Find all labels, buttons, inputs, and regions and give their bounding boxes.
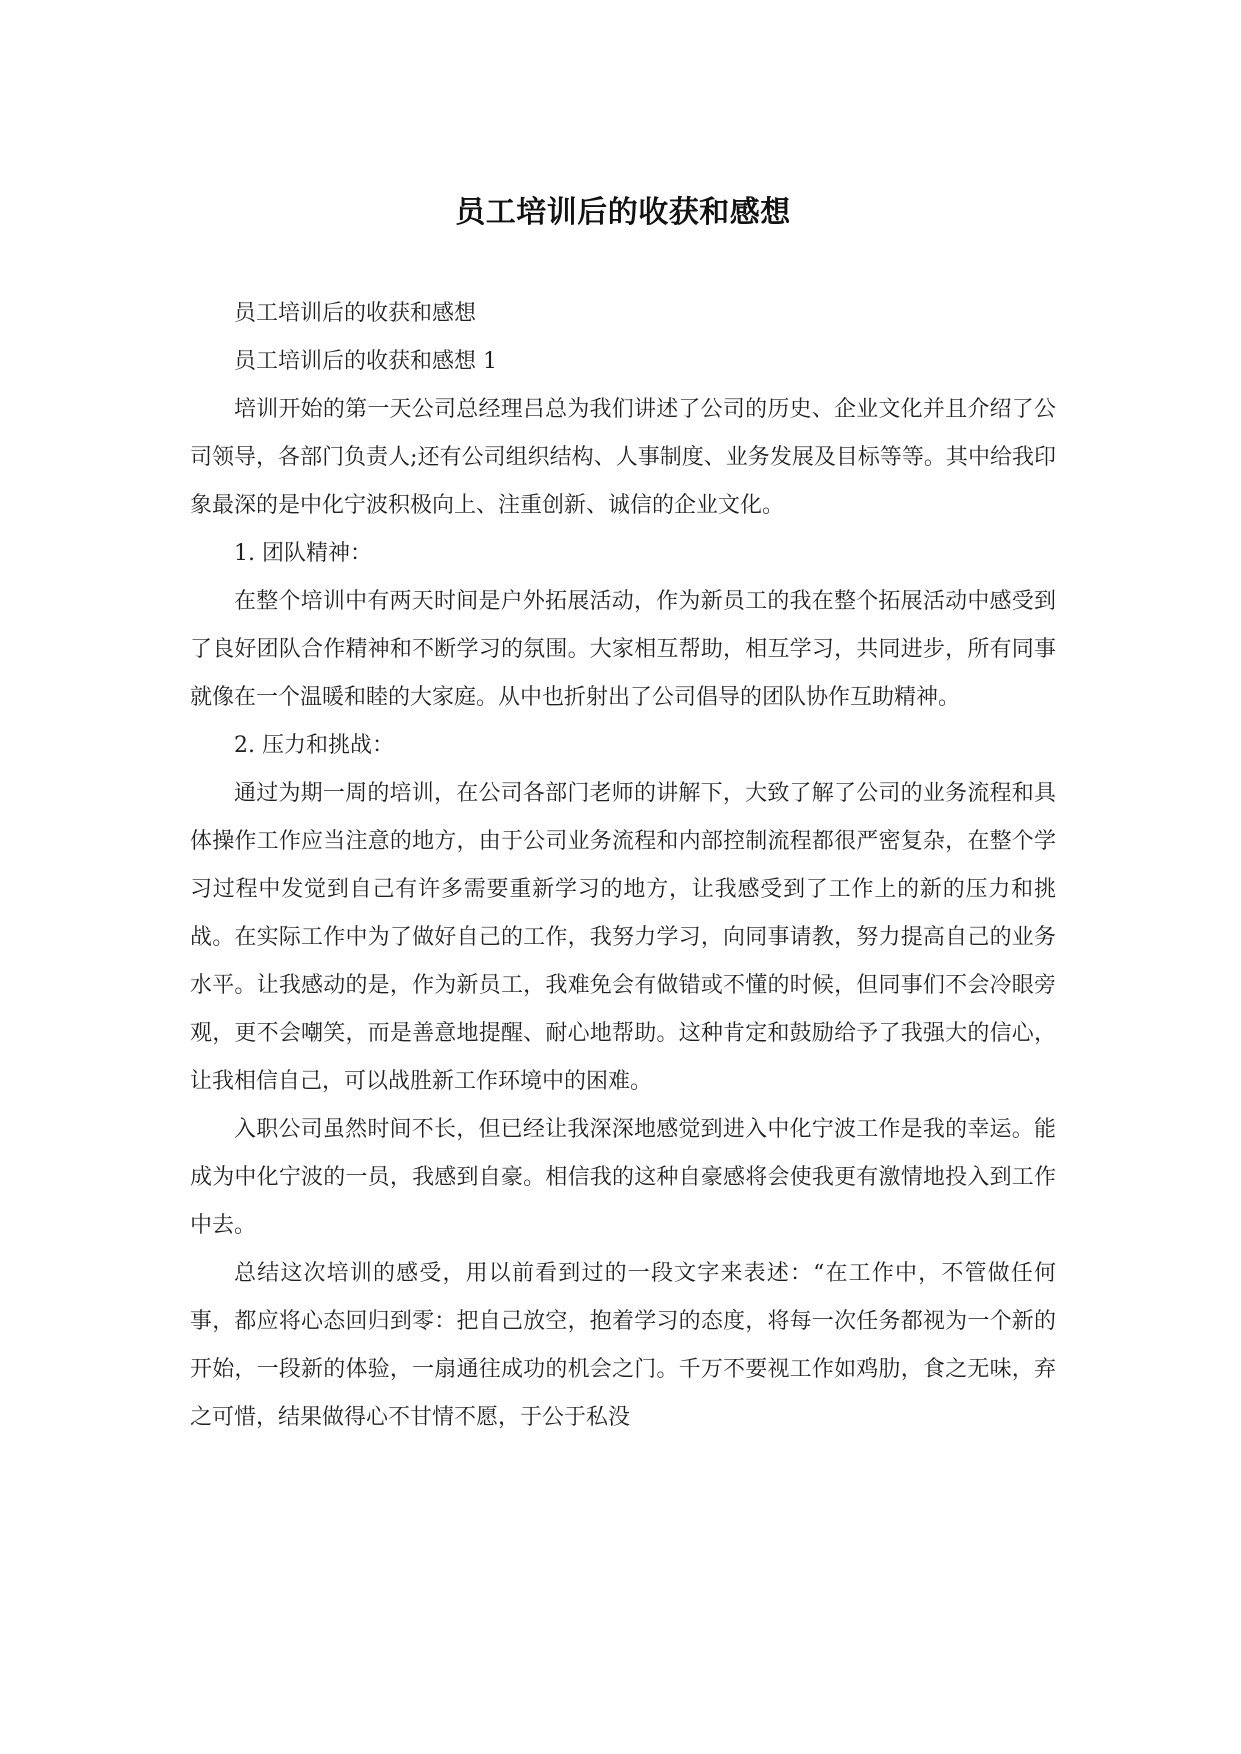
paragraph-pressure: 通过为期一周的培训，在公司各部门老师的讲解下，大致了解了公司的业务流程和具体操作工作应当注意的地方，由于公司业务流程和内部控制流程都很严密复杂，在整个学习过程中发觉到自己有许多需要重新学习的地方，让我感受到了工作上的新的压力和挑战。在实际工作中为了做好自己的工作，我努力学习，向同事请教，努力提高自己的业务水平。让我感动的是，作为新员工，我难免会有做错或不懂的时候，但同事们不会冷眼旁观，更不会嘲笑，而是善意地提醒、耐心地帮助。这种肯定和鼓励给予了我强大的信心，让我相信自己，可以战胜新工作环境中的困难。 xyxy=(190,781,1056,1094)
paragraph-heading-pressure: 2. 压力和挑战： xyxy=(234,733,394,758)
document-title: 员工培训后的收获和感想 xyxy=(455,195,791,230)
document-body xyxy=(190,290,1056,1442)
paragraph-heading-team-spirit: 1. 团队精神： xyxy=(234,541,372,566)
paragraph-subtitle: 员工培训后的收获和感想 xyxy=(234,301,477,326)
paragraph-summary: 总结这次培训的感受，用以前看到过的一段文字来表述：“在工作中，不管做任何事，都应将心态回归到零：把自己放空，抱着学习的态度，将每一次任务都视为一个新的开始，一段新的体验，一扇通往成功的机会之门。千万不要视工作如鸡肋，食之无味，弃之可惜，结果做得心不甘情不愿，于公于私没 xyxy=(190,1261,1056,1430)
paragraph-intro: 培训开始的第一天公司总经理吕总为我们讲述了公司的历史、企业文化并且介绍了公司领导，各部门负责人;还有公司组织结构、人事制度、业务发展及目标等等。其中给我印象最深的是中化宁波积极向上、注重创新、诚信的企业文化。 xyxy=(190,397,1056,518)
paragraph-section-heading: 员工培训后的收获和感想 1 xyxy=(234,349,497,374)
paragraph-team-spirit: 在整个培训中有两天时间是户外拓展活动，作为新员工的我在整个拓展活动中感受到了良好团队合作精神和不断学习的氛围。大家相互帮助，相互学习，共同进步，所有同事就像在一个温暖和睦的大家庭。从中也折射出了公司倡导的团队协作互助精神。 xyxy=(190,589,1056,710)
paragraph-pride: 入职公司虽然时间不长，但已经让我深深地感觉到进入中化宁波工作是我的幸运。能成为中化宁波的一员，我感到自豪。相信我的这种自豪感将会使我更有激情地投入到工作中去。 xyxy=(190,1117,1056,1238)
